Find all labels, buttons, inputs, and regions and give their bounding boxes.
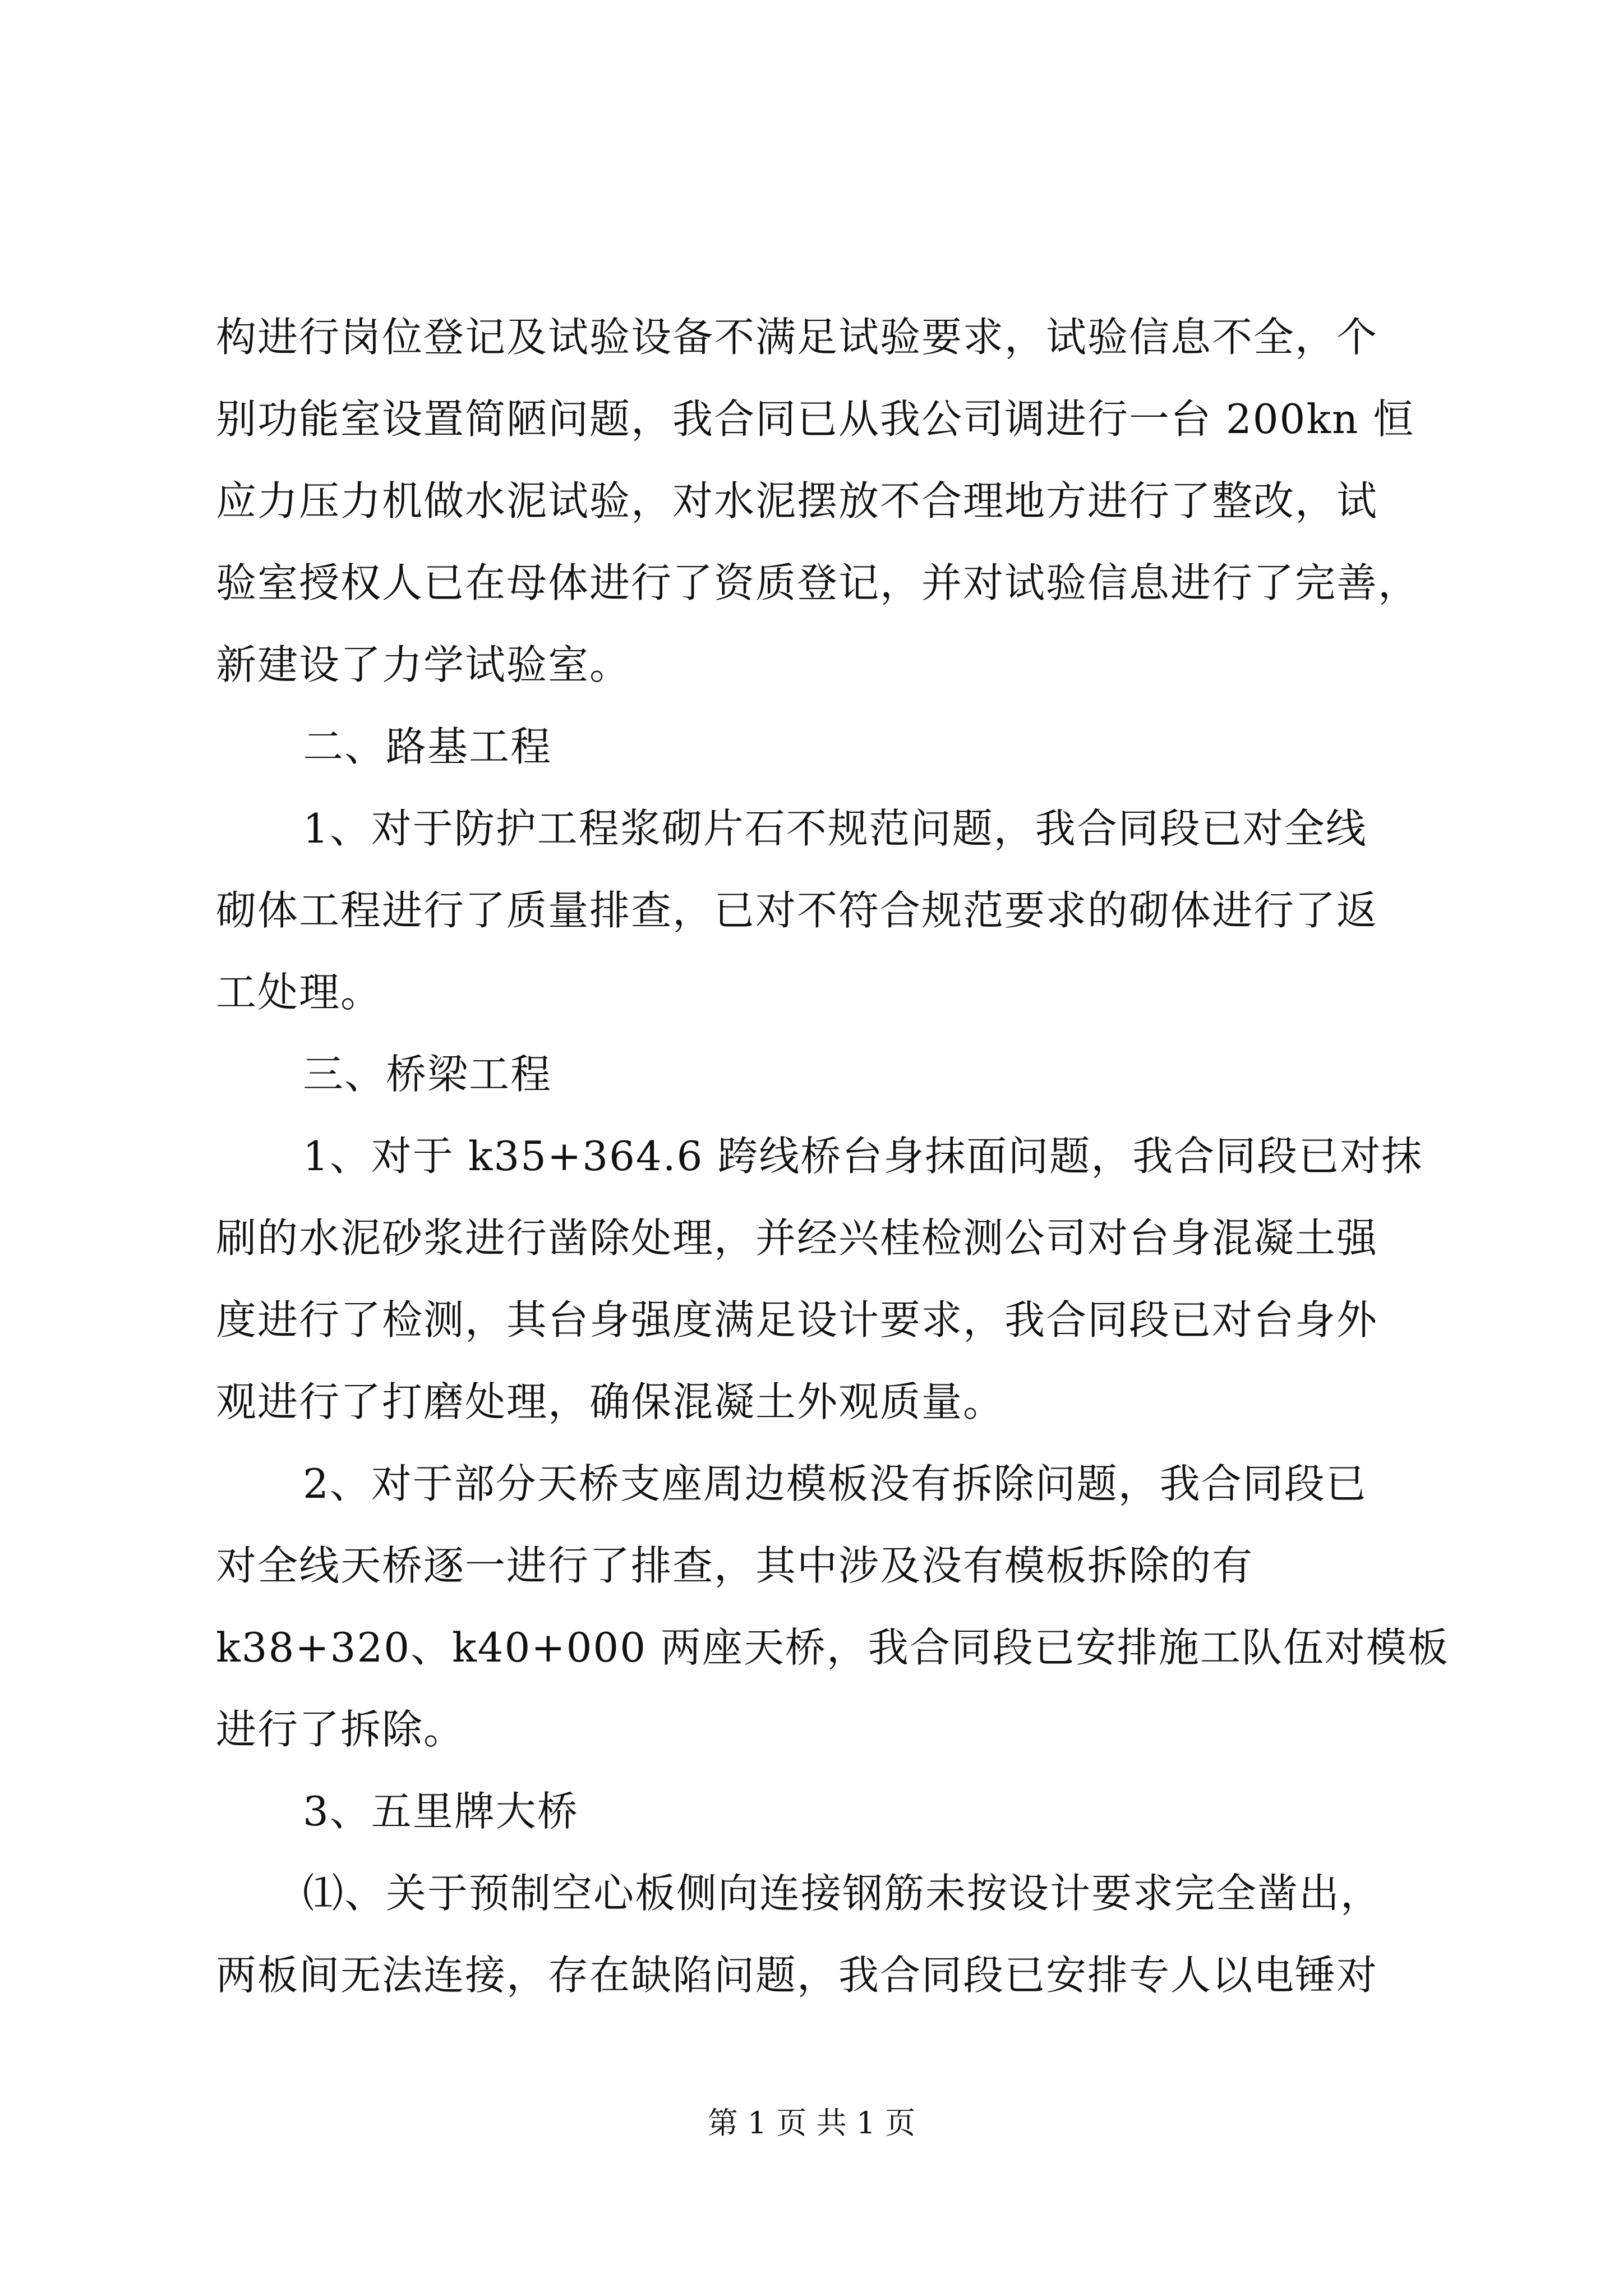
text-line: 刷的水泥砂浆进行凿除处理，并经兴桂检测公司对台身混凝土强 (216, 1214, 1378, 1262)
subsection-heading: 3、五里牌大桥 (303, 1788, 579, 1835)
text-line: 对全线天桥逐一进行了排查，其中涉及没有模板拆除的有 (216, 1542, 1254, 1589)
text-line: k38+320、k40+000 两座天桥，我合同段已安排施工队伍对模板 (216, 1624, 1449, 1671)
text-line: 工处理。 (216, 969, 382, 1016)
text-line: 应力压力机做水泥试验，对水泥摆放不合理地方进行了整改，试 (216, 477, 1378, 524)
document-body (216, 296, 1449, 2016)
text-line: 1、对于 k35+364.6 跨线桥台身抹面问题，我合同段已对抹 (303, 1133, 1423, 1180)
text-line: 构进行岗位登记及试验设备不满足试验要求，试验信息不全，个 (216, 314, 1378, 361)
page-number-label: 第 1 页 共 1 页 (707, 2105, 916, 2141)
text-line: 进行了拆除。 (216, 1706, 465, 1753)
text-line: 验室授权人已在母体进行了资质登记，并对试验信息进行了完善， (216, 559, 1420, 606)
text-line: 度进行了检测，其台身强度满足设计要求，我合同段已对台身外 (216, 1296, 1378, 1343)
section-heading: 三、桥梁工程 (303, 1051, 552, 1098)
page-footer (0, 2104, 1623, 2143)
text-line: 2、对于部分天桥支座周边模板没有拆除问题，我合同段已 (303, 1460, 1367, 1507)
section-heading: 二、路基工程 (303, 723, 552, 770)
text-line: 砌体工程进行了质量排查，已对不符合规范要求的砌体进行了返 (216, 887, 1378, 934)
text-line: 别功能室设置简陋问题，我合同已从我公司调进行一台 200kn 恒 (216, 395, 1415, 443)
text-line: 观进行了打磨处理，确保混凝土外观质量。 (216, 1378, 1005, 1425)
text-line: 新建设了力学试验室。 (216, 641, 631, 688)
text-line: 1、对于防护工程浆砌片石不规范问题，我合同段已对全线 (303, 805, 1367, 852)
text-line: ⑴、关于预制空心板侧向连接钢筋未按设计要求完全凿出， (303, 1870, 1382, 1917)
text-line: 两板间无法连接，存在缺陷问题，我合同段已安排专人以电锤对 (216, 1952, 1378, 1999)
